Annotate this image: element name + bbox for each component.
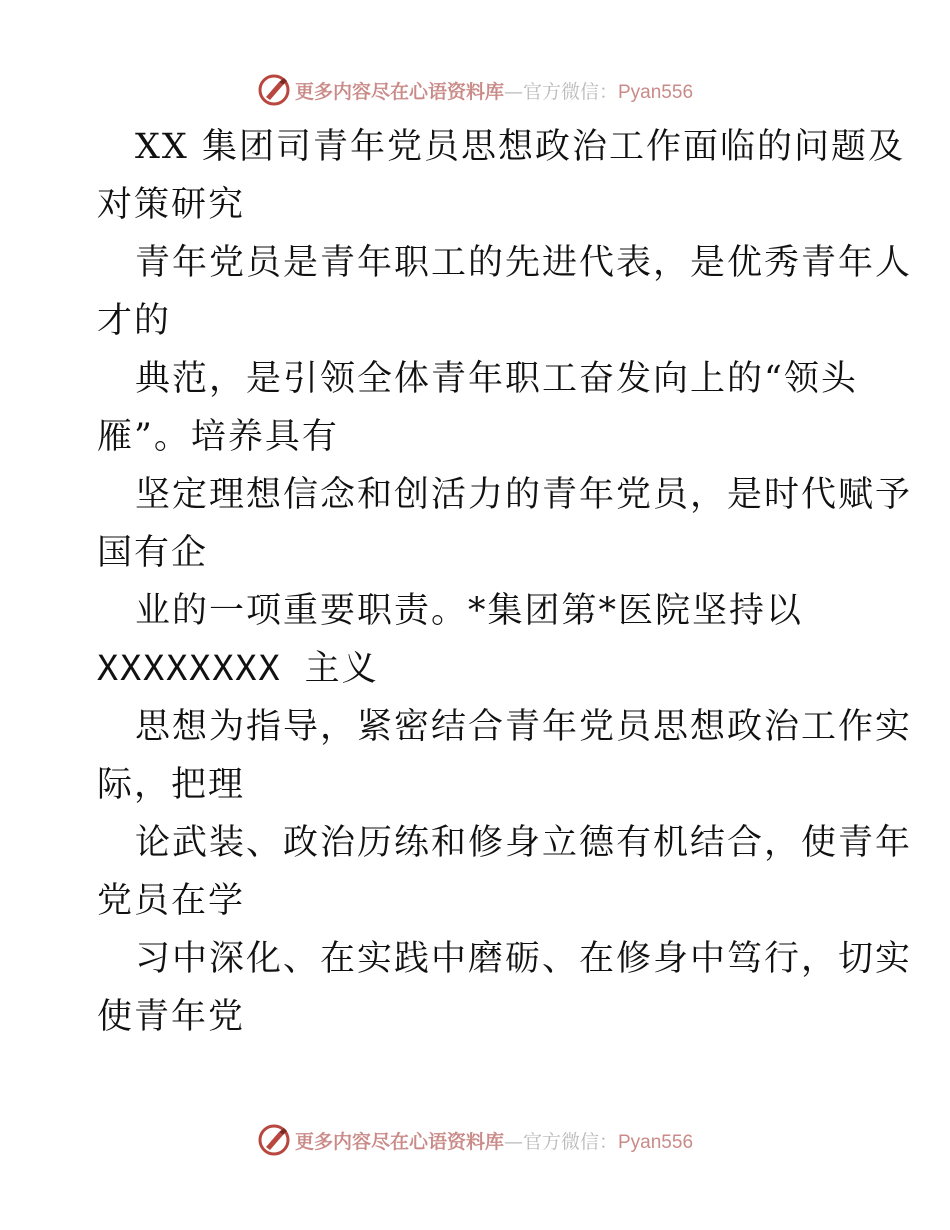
footer-banner [0, 1120, 950, 1160]
brand-logo-icon [257, 1123, 291, 1157]
paragraph-line: 才的 [97, 301, 172, 341]
paragraph-line: 习中深化、在实践中磨砺、在修身中笃行，切实 [135, 939, 913, 979]
document-title-line-2: 对策研究 [97, 185, 246, 225]
footer-banner-text [295, 1127, 693, 1154]
paragraph-line: 使青年党 [97, 997, 246, 1037]
footer-brand: 更多内容尽在心语资料库 [294, 1130, 504, 1153]
paragraph-line: XXXXXXXX 主义 [97, 649, 379, 689]
header-banner-text [295, 77, 693, 104]
header-wechat-id: Pyan556 [618, 81, 694, 103]
paragraph-line: 典范，是引领全体青年职工奋发向上的“领头 [135, 359, 858, 399]
document-title-line-1: XX 集团司青年党员思想政治工作面临的问题及 [135, 127, 905, 167]
header-banner [0, 70, 950, 110]
paragraph-line: 国有企 [97, 533, 209, 573]
brand-logo-icon [257, 73, 291, 107]
paragraph-line: 坚定理想信念和创活力的青年党员，是时代赋予 [135, 475, 913, 515]
header-brand: 更多内容尽在心语资料库 [294, 80, 504, 103]
paragraph-line: 论武装、政治历练和修身立德有机结合，使青年 [135, 823, 913, 863]
footer-wechat-id: Pyan556 [618, 1131, 694, 1153]
header-wechat-label: 官方微信： [522, 80, 618, 103]
paragraph-line: 雁”。培养具有 [97, 417, 339, 457]
footer-separator: — [503, 1130, 523, 1153]
paragraph-line: 业的一项重要职责。*集团第*医院坚持以 [135, 591, 804, 631]
header-separator: — [503, 80, 523, 103]
paragraph-line: 际，把理 [97, 765, 246, 805]
paragraph-line: 青年党员是青年职工的先进代表，是优秀青年人 [135, 243, 913, 283]
paragraph-line: 党员在学 [97, 881, 246, 921]
paragraph-line: 思想为指导，紧密结合青年党员思想政治工作实 [135, 707, 913, 747]
document-body [97, 118, 913, 1046]
footer-wechat-label: 官方微信： [522, 1130, 618, 1153]
